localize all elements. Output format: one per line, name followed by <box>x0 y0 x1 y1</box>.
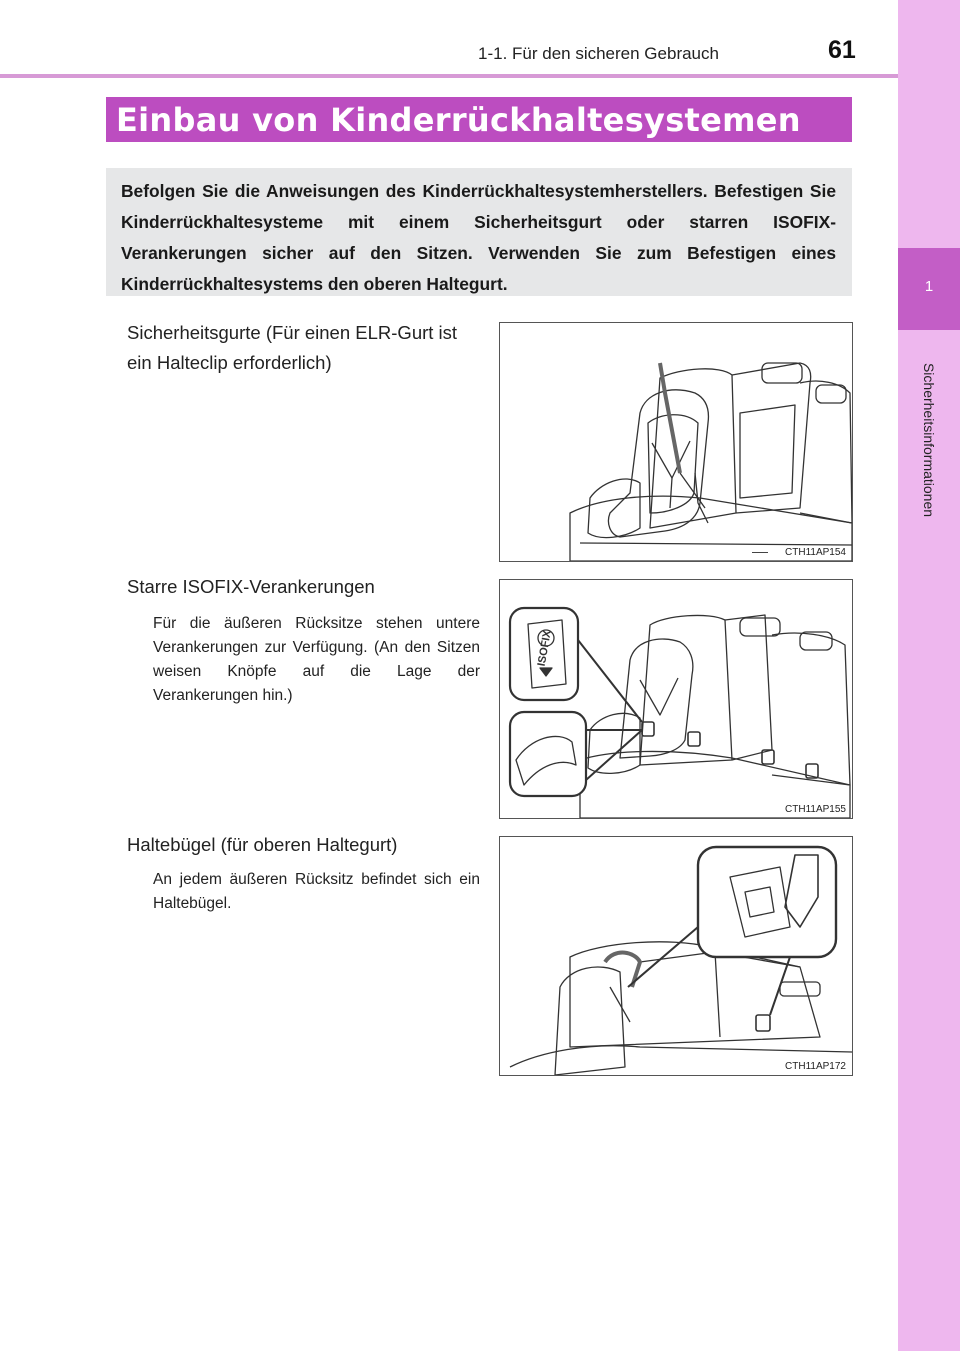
item-heading-seatbelt: Sicherheitsgurte (Für einen ELR-Gurt ist ein Halteclip erforderlich) <box>127 322 458 373</box>
page-number: 61 <box>828 36 856 64</box>
figure-code: CTH11AP154 <box>785 547 846 558</box>
figure-seatbelt-installation <box>499 322 853 562</box>
item-heading-tether-bracket: Haltebügel (für oberen Haltegurt) <box>127 834 398 855</box>
isofix-illustration <box>500 580 853 819</box>
intro-text: Befolgen Sie die Anweisungen des Kinderrückhaltesystemherstellers. Befestigen Sie Kinderrückhaltesysteme mit einem Sicherheitsgurt oder starren ISOFIX-Verankerungen sicher auf den Sitzen. Verwenden Sie zum Befestigen eines Kinderrückhaltesystems den oberen Haltegurt. <box>121 181 836 294</box>
item-heading-isofix: Starre ISOFIX-Verankerungen <box>127 576 375 597</box>
tether-bracket-illustration <box>500 837 853 1076</box>
header-divider <box>0 74 898 78</box>
figure-code: CTH11AP155 <box>785 804 846 815</box>
seatbelt-illustration <box>500 323 853 562</box>
header-section-path: 1-1. Für den sicheren Gebrauch <box>478 44 719 63</box>
section-title: Einbau von Kinderrückhaltesystemen <box>116 101 801 139</box>
isofix-label: ISOFIX <box>535 629 554 668</box>
figure-tether-bracket <box>499 836 853 1076</box>
figure-isofix-anchors <box>499 579 853 819</box>
chapter-number: 1 <box>924 278 934 295</box>
figure-code: CTH11AP172 <box>785 1061 846 1072</box>
item-description-isofix: Für die äußeren Rücksitze stehen untere Verankerungen zur Verfügung. (An den Sitzen weisen Knöpfe auf die Lage der Verankerungen hin.) <box>153 615 480 704</box>
chapter-side-tab <box>898 0 960 1351</box>
intro-box <box>106 168 852 296</box>
chapter-label: Sicherheitsinformationen <box>921 362 937 518</box>
item-description-tether-bracket: An jedem äußeren Rücksitz befindet sich ein Haltebügel. <box>153 871 480 912</box>
figure-code-leader <box>752 552 768 553</box>
